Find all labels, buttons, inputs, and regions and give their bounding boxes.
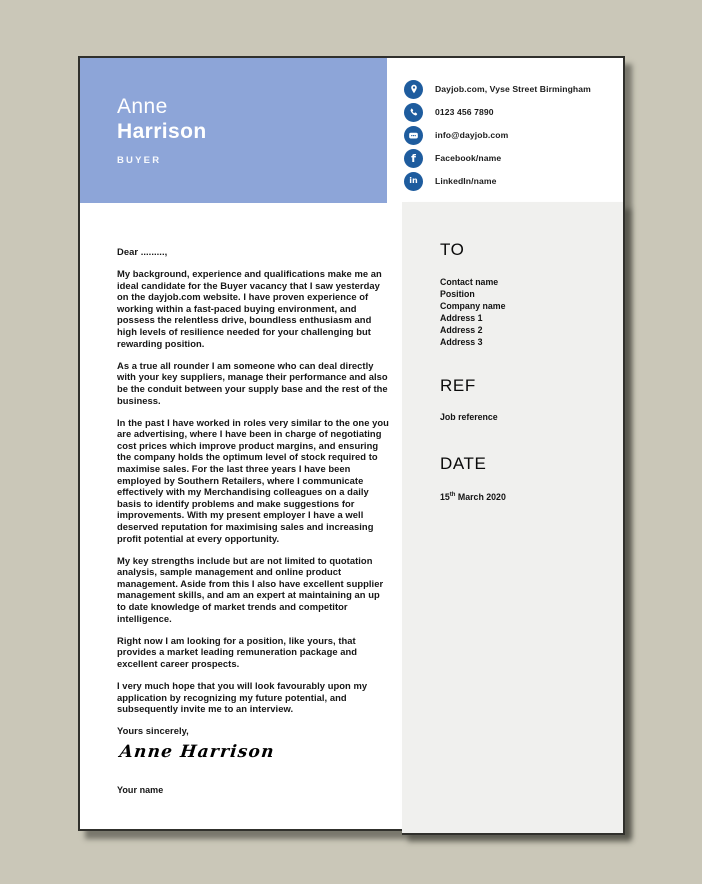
closing: Yours sincerely, bbox=[117, 725, 189, 737]
contact-facebook: Facebook/name bbox=[435, 153, 502, 163]
handwritten-signature: Anne Harrison bbox=[118, 742, 276, 763]
linkedin-icon: in bbox=[404, 172, 423, 191]
first-name: Anne bbox=[117, 95, 168, 118]
contact-row-address bbox=[404, 80, 591, 98]
to-address-1: Address 1 bbox=[440, 313, 483, 323]
job-title: BUYER bbox=[117, 155, 162, 166]
date-value bbox=[440, 489, 613, 503]
ref-heading: REF bbox=[440, 376, 476, 395]
to-contact-name: Contact name bbox=[440, 277, 499, 287]
to-address-2: Address 2 bbox=[440, 325, 483, 335]
contact-address: Dayjob.com, Vyse Street Birmingham bbox=[435, 84, 591, 94]
cover-letter-page bbox=[78, 56, 625, 831]
header-name-block bbox=[80, 58, 387, 203]
contact-email: info@dayjob.com bbox=[435, 130, 509, 140]
signature-label: Your name bbox=[117, 784, 164, 795]
last-name: Harrison bbox=[117, 120, 207, 143]
email-icon bbox=[404, 126, 423, 145]
letter-body bbox=[117, 246, 390, 797]
paragraph-4: My key strengths include but are not limited to quotation analysis, sample management and online product management. Aside from this I also have excellent supplier management skills, and am an expert at maintaining an up to date knowledge of market trends and competitor intelligence. bbox=[117, 554, 384, 624]
phone-icon bbox=[404, 103, 423, 122]
recipient-sidebar bbox=[402, 202, 625, 835]
contact-row-phone bbox=[404, 103, 591, 121]
to-address-3: Address 3 bbox=[440, 337, 483, 347]
contact-row-email bbox=[404, 126, 591, 144]
paragraph-3: In the past I have worked in roles very similar to the one you are advertising, where I have been in charge of negotiating cost prices which improve product margins, and ensuring the company holds the optimum level of stock required to maximise sales. For the last three years I have been employed by Southern Retailers, where I communicate effectively with my Merchandising colleagues on a daily basis to identify problems and make suggestions for improvements. With my present employer I have a well deserved reputation for maximising sales and increasing profit potential at every opportunity. bbox=[117, 416, 389, 544]
date-day: 15 bbox=[440, 491, 450, 502]
date-rest: March 2020 bbox=[455, 491, 506, 502]
contact-list bbox=[404, 80, 591, 190]
contact-phone: 0123 456 7890 bbox=[435, 107, 494, 117]
to-company-name: Company name bbox=[440, 301, 506, 311]
salutation: Dear ........., bbox=[117, 246, 168, 257]
contact-row-linkedin bbox=[404, 172, 591, 190]
ref-value: Job reference bbox=[440, 412, 498, 422]
contact-linkedin: LinkedIn/name bbox=[435, 176, 497, 186]
date-heading: DATE bbox=[440, 454, 487, 473]
paragraph-5: Right now I am looking for a position, like yours, that provides a market leading remuneration package and excellent career prospects. bbox=[117, 634, 358, 669]
to-heading: TO bbox=[440, 240, 465, 259]
paragraph-2: As a true all rounder I am someone who can deal directly with your key suppliers, manage their performance and also be the conduit between your supply base and the rest of the business. bbox=[117, 359, 388, 406]
date-ordinal: th bbox=[449, 492, 456, 498]
facebook-icon: f bbox=[404, 149, 423, 168]
paragraph-6: I very much hope that you will look favourably upon my application by recognizing my future potential, and subsequently invite me to an interview. bbox=[117, 680, 368, 715]
contact-row-facebook bbox=[404, 149, 591, 167]
paragraph-1: My background, experience and qualifications make me an ideal candidate for the Buyer vacancy that I saw yesterday on the dayjob.com website. I have proven experience of working within a fast-paced buying environment, and possess the relentless drive, boundless enthusiasm and high levels of resilience needed for your challenging but rewarding position. bbox=[117, 268, 382, 349]
location-pin-icon bbox=[404, 80, 423, 99]
to-position: Position bbox=[440, 289, 475, 299]
